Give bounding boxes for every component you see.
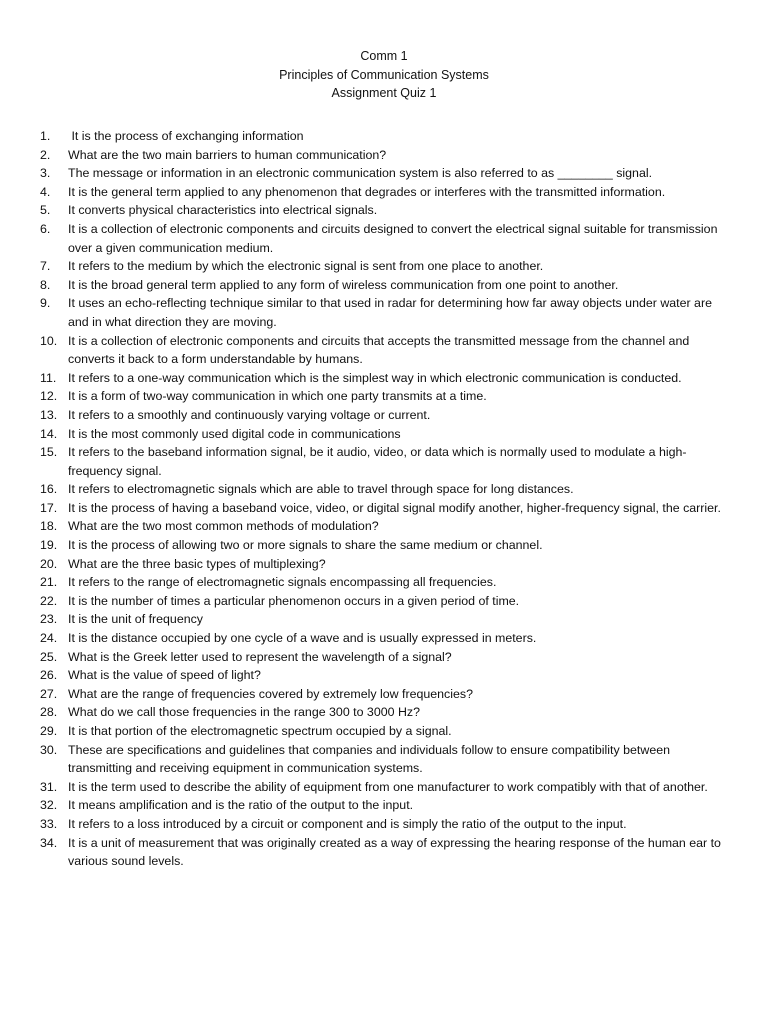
- question-text: What are the two main barriers to human communication?: [68, 147, 387, 162]
- question-number: 11.: [40, 370, 57, 385]
- question-text: It refers to electromagnetic signals which are able to travel through space for long distances.: [68, 482, 574, 497]
- question-text: It refers to a loss introduced by a circuit or component and is simply the ratio of the output to the input.: [68, 816, 627, 831]
- question-text: It is the term used to describe the ability of equipment from one manufacturer to work compatibly with that of another.: [68, 779, 708, 794]
- question-number: 23.: [40, 612, 58, 627]
- question-text: It is that portion of the electromagnetic spectrum occupied by a signal.: [68, 724, 452, 738]
- question-item: [40, 796, 730, 815]
- question-text: It is a unit of measurement that was originally created as a way of expressing the hearing response of the human ear to various sound levels.: [68, 835, 725, 869]
- question-text: It refers to the baseband information signal, be it audio, video, or data which is normally used to modulate a high-frequency signal.: [68, 445, 687, 478]
- question-number: 6.: [40, 221, 51, 236]
- question-text: It refers to the medium by which the electronic signal is sent from one place to another.: [68, 259, 544, 274]
- question-item: [40, 276, 730, 295]
- question-number: 25.: [40, 649, 58, 664]
- question-text: It is a collection of electronic components and circuits that accepts the transmitted message from the channel and converts it back to a form understandable by humans.: [68, 333, 693, 367]
- question-number: 34.: [40, 835, 58, 850]
- question-text: What is the value of speed of light?: [68, 668, 261, 683]
- question-text: What are the two most common methods of modulation?: [68, 519, 379, 534]
- question-number: 1.: [40, 129, 51, 143]
- question-text: It is a form of two-way communication in which one party transmits at a time.: [68, 389, 487, 404]
- question-number: 12.: [40, 389, 58, 404]
- question-text: It refers to a smoothly and continuously varying voltage or current.: [68, 407, 431, 422]
- question-item: [40, 722, 730, 741]
- question-number: 2.: [40, 147, 51, 162]
- question-number: 4.: [40, 184, 51, 199]
- question-number: 26.: [40, 668, 58, 683]
- question-item: [40, 387, 730, 406]
- question-number: 27.: [40, 686, 58, 701]
- document-header: [0, 47, 768, 103]
- course-title: Comm 1: [360, 49, 408, 63]
- question-text: It is the unit of frequency: [68, 612, 203, 627]
- question-item: [40, 536, 730, 555]
- question-text: It uses an echo-reflecting technique similar to that used in radar for determining how far away objects under water are and in what direction they are moving.: [68, 296, 716, 329]
- question-item: [40, 332, 730, 369]
- question-item: [40, 294, 730, 331]
- question-number: 10.: [40, 333, 58, 348]
- question-item: [40, 815, 730, 834]
- question-text: It is the process of having a baseband voice, video, or digital signal modify another, higher-frequency signal, the carrier.: [68, 500, 721, 515]
- question-number: 21.: [40, 575, 58, 590]
- question-text: What do we call those frequencies in the range 300 to 3000 Hz?: [68, 705, 420, 720]
- question-item: [40, 146, 730, 165]
- question-number: 22.: [40, 593, 58, 608]
- question-number: 19.: [40, 538, 58, 553]
- question-number: 16.: [40, 482, 58, 497]
- question-text: It is the distance occupied by one cycle of a wave and is usually expressed in meters.: [68, 631, 537, 646]
- assignment-title: Assignment Quiz 1: [331, 86, 437, 100]
- question-text: It is a collection of electronic components and circuits designed to convert the electrical signal suitable for transmission over a given communication medium.: [68, 221, 721, 255]
- question-text: It refers to the range of electromagnetic signals encompassing all frequencies.: [68, 575, 497, 590]
- question-number: 13.: [40, 407, 58, 422]
- question-number: 33.: [40, 816, 58, 831]
- question-item: [40, 573, 730, 592]
- question-number: 31.: [40, 779, 58, 794]
- question-text: It means amplification and is the ratio of the output to the input.: [68, 798, 414, 813]
- question-list: [40, 127, 730, 871]
- question-item: [40, 257, 730, 276]
- subject-title: Principles of Communication Systems: [279, 67, 489, 82]
- question-item: [40, 685, 730, 704]
- question-item: [40, 183, 730, 202]
- question-item: [40, 703, 730, 722]
- question-number: 32.: [40, 798, 58, 813]
- question-text: It refers to a one-way communication which is the simplest way in which electronic communication is conducted.: [68, 370, 682, 385]
- question-item: [40, 610, 730, 629]
- question-text: What are the three basic types of multiplexing?: [68, 556, 326, 571]
- question-item: [40, 499, 730, 518]
- question-item: [40, 425, 730, 444]
- question-item: [40, 201, 730, 220]
- question-item: [40, 648, 730, 667]
- question-item: [40, 443, 730, 480]
- question-number: 30.: [40, 742, 58, 757]
- question-text: It is the general term applied to any phenomenon that degrades or interferes with the transmitted information.: [68, 184, 666, 199]
- question-number: 24.: [40, 631, 58, 646]
- question-item: [40, 555, 730, 574]
- question-item: [40, 741, 730, 778]
- question-text: What are the range of frequencies covered by extremely low frequencies?: [68, 686, 473, 701]
- question-text: These are specifications and guidelines that companies and individuals follow to ensure compatibility between transmitting and receiving equipment in communication systems.: [68, 742, 674, 776]
- question-text: The message or information in an electronic communication system is also referred to as ________ signal.: [68, 166, 653, 181]
- question-item: [40, 480, 730, 499]
- question-text: What is the Greek letter used to represent the wavelength of a signal?: [68, 649, 452, 664]
- question-text: It is the process of allowing two or more signals to share the same medium or channel.: [68, 538, 543, 553]
- question-number: 18.: [40, 519, 58, 534]
- question-number: 7.: [40, 259, 51, 274]
- question-number: 14.: [40, 426, 58, 441]
- question-text: It is the number of times a particular phenomenon occurs in a given period of time.: [68, 593, 520, 608]
- question-item: [40, 220, 730, 257]
- question-item: [40, 164, 730, 183]
- question-number: 29.: [40, 724, 58, 738]
- question-item: [40, 834, 730, 871]
- question-number: 17.: [40, 500, 58, 515]
- question-item: [40, 592, 730, 611]
- question-item: [40, 369, 730, 388]
- question-number: 20.: [40, 556, 58, 571]
- question-item: [40, 629, 730, 648]
- question-number: 5.: [40, 203, 51, 218]
- question-text: It converts physical characteristics into electrical signals.: [68, 203, 378, 218]
- question-item: [40, 778, 730, 797]
- question-item: [40, 406, 730, 425]
- question-number: 28.: [40, 705, 58, 720]
- question-number: 3.: [40, 166, 51, 181]
- question-item: [40, 666, 730, 685]
- question-number: 9.: [40, 296, 51, 311]
- question-item: [40, 127, 730, 146]
- question-text: It is the most commonly used digital code in communications: [68, 426, 401, 441]
- question-number: 15.: [40, 445, 58, 460]
- question-number: 8.: [40, 277, 51, 292]
- question-text: It is the broad general term applied to any form of wireless communication from one point to another.: [68, 277, 619, 292]
- question-text: It is the process of exchanging information: [68, 129, 304, 143]
- question-item: [40, 517, 730, 536]
